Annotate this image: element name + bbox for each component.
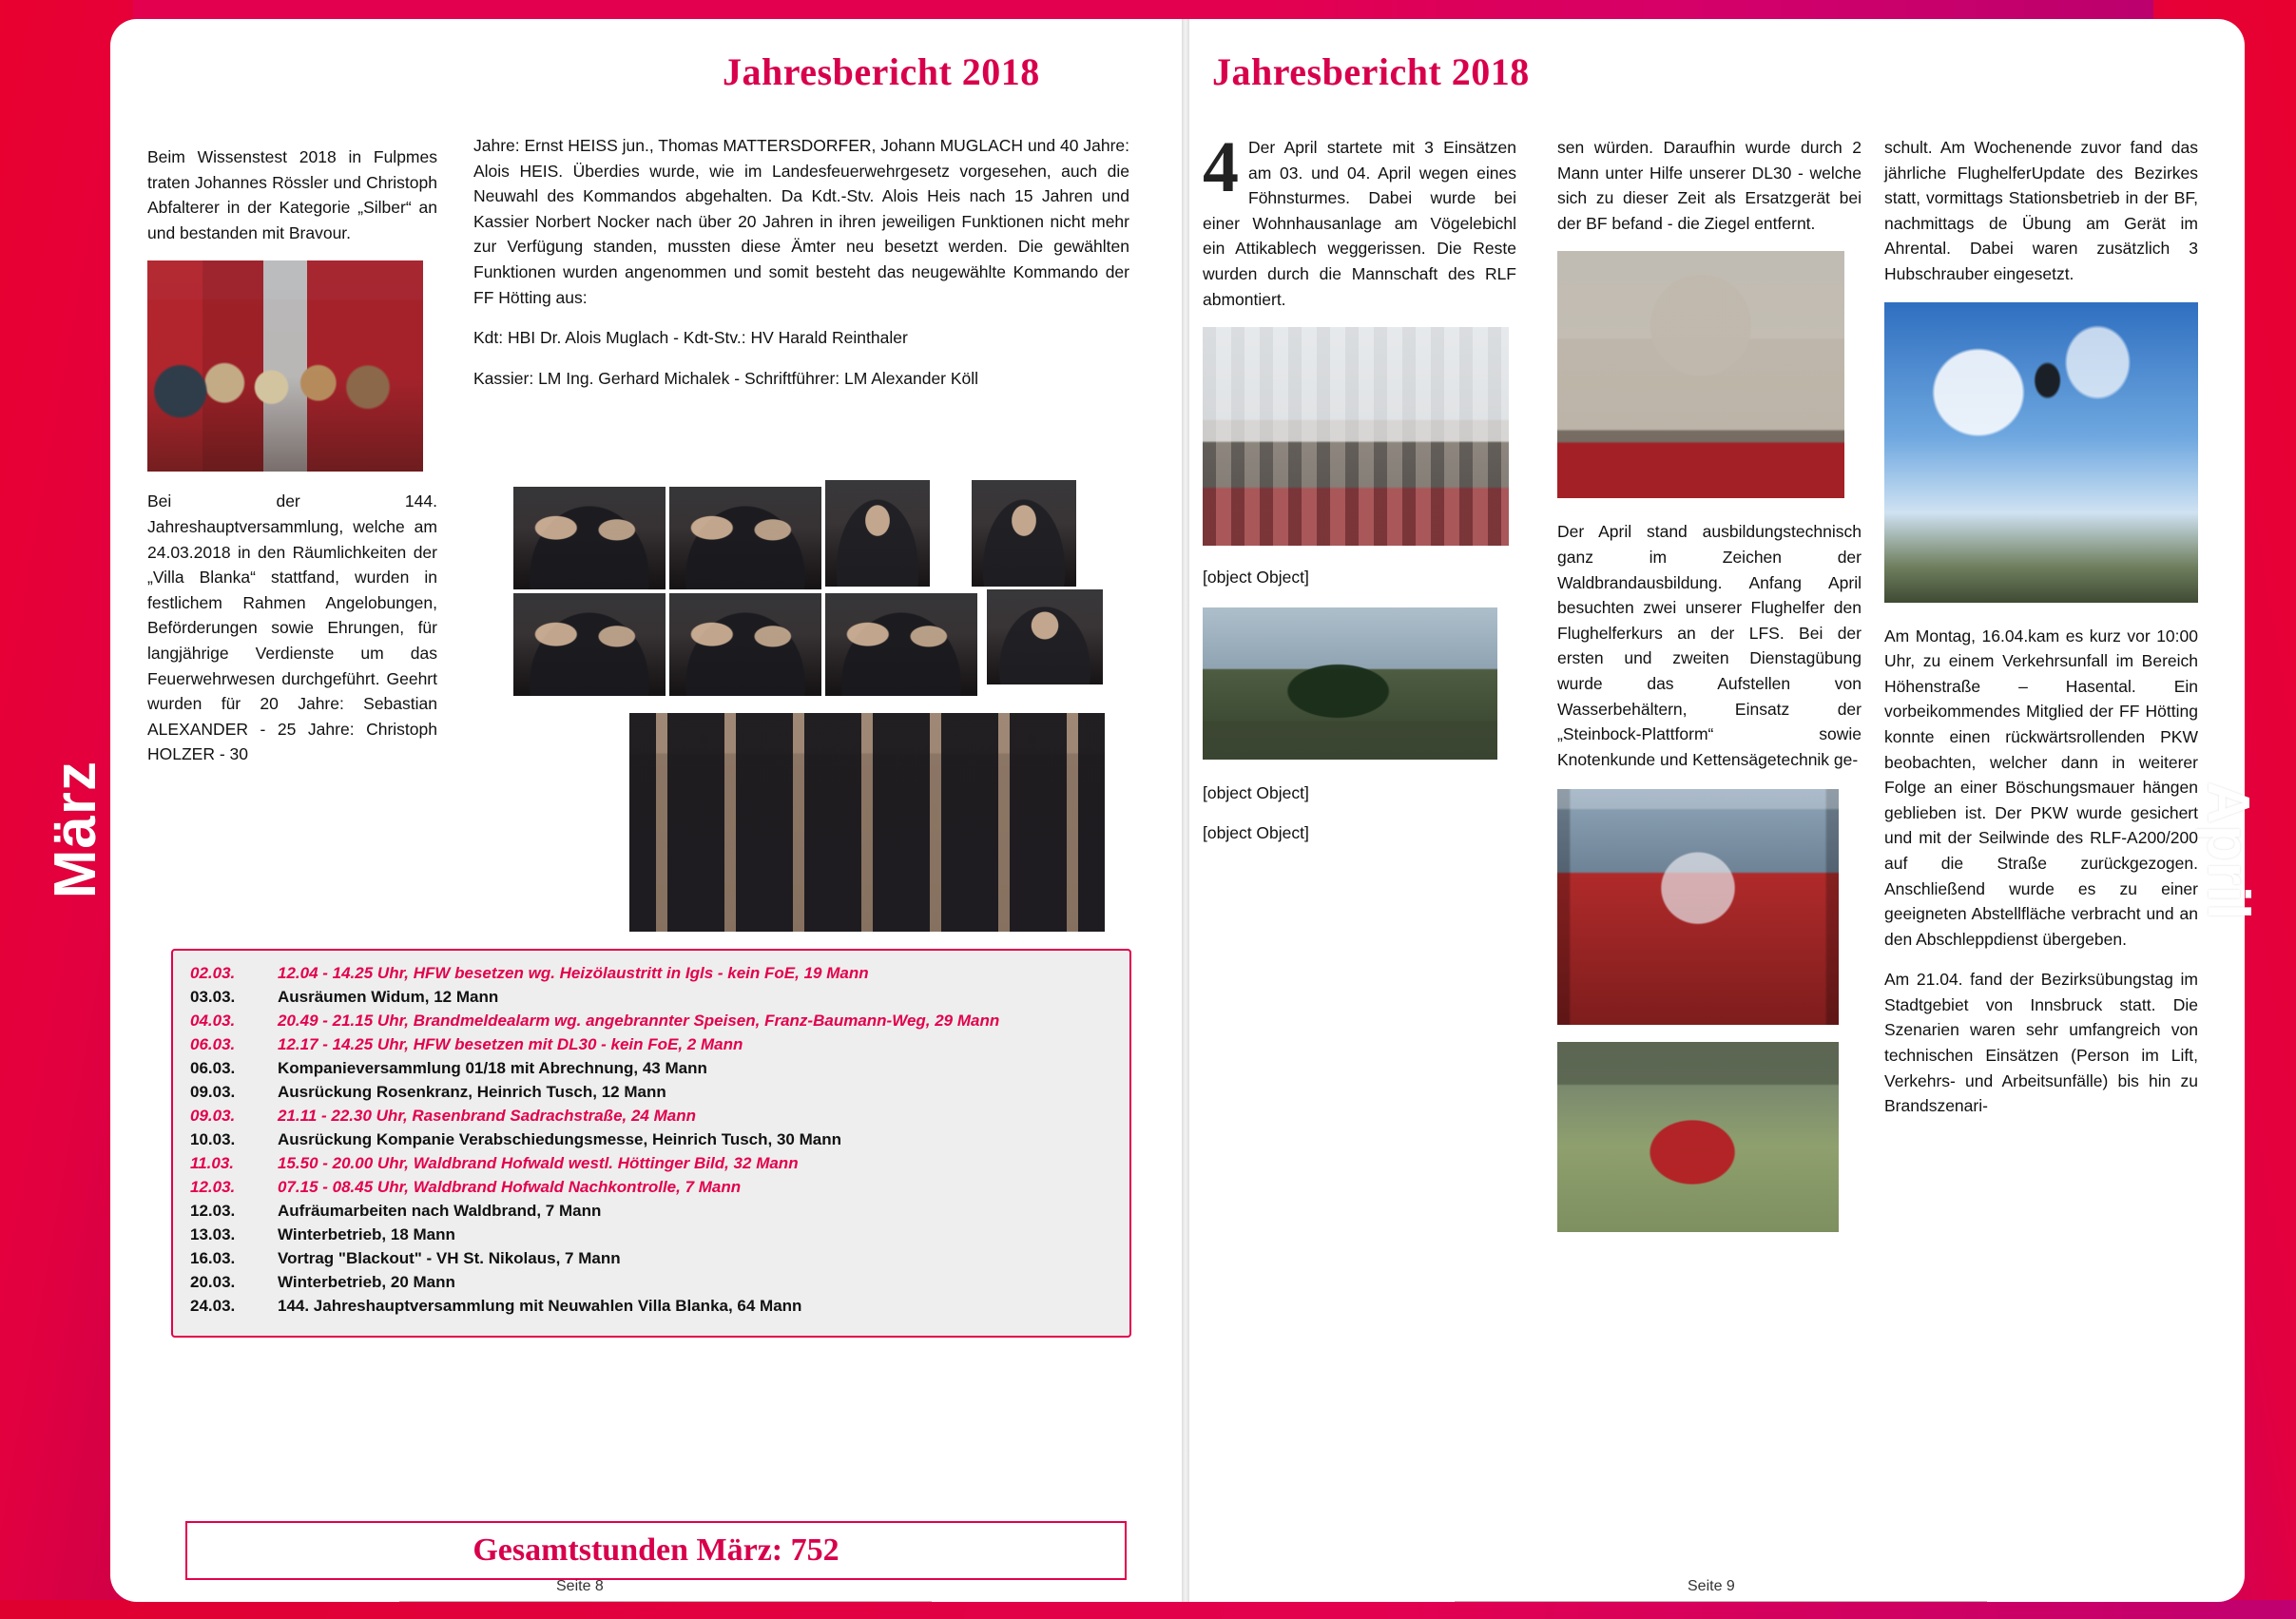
right-col1-para-4: [object Object] (1203, 823, 1309, 843)
photo-church-ladder-truck (1557, 251, 1844, 498)
event-row (190, 1178, 1112, 1197)
event-date: 09.03. (190, 1083, 236, 1101)
left-column-2 (473, 133, 1129, 391)
photo-portrait-7 (825, 593, 977, 696)
right-column-3 (1884, 135, 2198, 1119)
photo-portrait-3 (825, 480, 930, 587)
drop-cap-4: 4 (1203, 127, 1239, 207)
photo-portrait-6 (669, 593, 821, 696)
photo-helicopter-sky (1884, 302, 2198, 603)
photo-portrait-4 (972, 480, 1076, 587)
march-total-hours-box (185, 1521, 1127, 1580)
event-row (190, 1059, 1112, 1078)
left-page-title: Jahresbericht 2018 (723, 50, 1040, 93)
left-col2-para-2: Kdt: HBI Dr. Alois Muglach - Kdt-Stv.: HV Harald Reinthaler (473, 328, 908, 348)
right-col1-para-2: [object Object] (1203, 568, 1309, 588)
event-text: Aufräumarbeiten nach Waldbrand, 7 Mann (278, 1202, 602, 1220)
event-row (190, 1154, 1112, 1173)
event-date: 16.03. (190, 1249, 236, 1267)
event-row (190, 964, 1112, 983)
left-page-footer-rule (399, 1601, 932, 1602)
photo-apartment-building (1203, 327, 1509, 546)
page-bottom-border (0, 1600, 2296, 1619)
event-row (190, 988, 1112, 1007)
photo-helicopter-meadow (1557, 1042, 1839, 1232)
right-page-number: Seite 9 (1688, 1578, 1735, 1594)
right-col2-para-1: sen würden. Daraufhin wurde durch 2 Mann unter Hilfe unserer DL30 - welche sich zu dieser Zeit als Ersatzgerät bei der BF befand - die Ziegel entfernt. (1557, 138, 1862, 233)
right-page-footer-rule (1455, 1601, 1987, 1602)
event-row (190, 1249, 1112, 1268)
photo-spruce-tree (1203, 607, 1497, 760)
photo-portrait-5 (513, 593, 666, 696)
left-col2-para-3: Kassier: LM Ing. Gerhard Michalek - Schriftführer: LM Alexander Köll (473, 368, 979, 388)
event-row (190, 1130, 1112, 1149)
event-row (190, 1083, 1112, 1102)
photo-portrait-1 (513, 487, 666, 589)
event-row (190, 1225, 1112, 1244)
month-label-left: März (43, 761, 108, 899)
event-text: Ausrückung Kompanie Verabschiedungsmesse, Heinrich Tusch, 30 Mann (278, 1130, 841, 1148)
right-col3-para-3: Am 21.04. fand der Bezirksübungstag im Stadtgebiet von Innsbruck statt. Die Szenarien waren sehr umfangreich von technischen Einsätzen (Person im Lift, Verkehrs- und Arbeitsunfälle) bis hin zu Brandszenari- (1884, 970, 2198, 1116)
event-date: 04.03. (190, 1012, 236, 1030)
event-date: 09.03. (190, 1107, 236, 1125)
event-text: 144. Jahreshauptversammlung mit Neuwahlen Villa Blanka, 64 Mann (278, 1297, 802, 1315)
event-row (190, 1035, 1112, 1054)
right-col1-para-3: [object Object] (1203, 782, 1309, 802)
photo-portrait-2 (669, 487, 821, 589)
right-page-title: Jahresbericht 2018 (1212, 50, 1530, 93)
event-date: 10.03. (190, 1130, 236, 1148)
left-page-number: Seite 8 (556, 1578, 604, 1594)
event-row (190, 1202, 1112, 1221)
event-text: Ausräumen Widum, 12 Mann (278, 988, 499, 1006)
event-date: 20.03. (190, 1273, 236, 1291)
photo-group-lineup (629, 713, 1105, 932)
event-text: Ausrückung Rosenkranz, Heinrich Tusch, 12 Mann (278, 1083, 666, 1101)
left-col1-para-1: Beim Wissenstest 2018 in Fulpmes traten Johannes Rössler und Christoph Abfalterer in der Kategorie „Silber“ an und bestanden mit Bravour. (147, 147, 437, 242)
event-text: 15.50 - 20.00 Uhr, Waldbrand Hofwald westl. Höttinger Bild, 32 Mann (278, 1154, 799, 1172)
event-row (190, 1012, 1112, 1031)
event-text: 20.49 - 21.15 Uhr, Brandmeldealarm wg. angebrannter Speisen, Franz-Baumann-Weg, 29 Mann (278, 1012, 1000, 1030)
event-row (190, 1273, 1112, 1292)
left-column-1 (147, 145, 437, 767)
event-text: 12.04 - 14.25 Uhr, HFW besetzen wg. Heizölaustritt in Igls - kein FoE, 19 Mann (278, 964, 869, 982)
event-date: 12.03. (190, 1178, 236, 1196)
right-col3-para-2: Am Montag, 16.04.kam es kurz vor 10:00 Uhr, zu einem Verkehrsunfall im Bereich Höhenstraße – Hasental. Ein vorbeikommendes Mitglied der FF Hötting konnte einen rückwärtsrollenden PKW beobachten, welcher dann in weiterer Folge an einer Böschungsmauer hängen geblieben ist. Der PKW wurde gesichert und mit der Seilwinde des RLF-A200/200 auf die Straße zurückgezogen. Anschließend wurde es zu einer geeigneten Abstellfläche verbracht und an den Abschleppdienst übergeben. (1884, 626, 2198, 949)
event-text: 21.11 - 22.30 Uhr, Rasenbrand Sadrachstraße, 24 Mann (278, 1107, 696, 1125)
event-date: 11.03. (190, 1154, 235, 1172)
right-column-2 (1557, 135, 1862, 1232)
photo-group-firefighters (147, 260, 423, 472)
right-col3-para-1: schult. Am Wochenende zuvor fand das jährliche FlughelferUpdate des Bezirkes statt, vormittags Stationsbetrieb in der BF, nachmittags de Übung am Gerät im Ahrental. Dabei waren zusätzlich 3 Hubschrauber eingesetzt. (1884, 138, 2198, 283)
photo-helicopter-close (1557, 789, 1839, 1025)
right-column-1 (1203, 127, 1516, 846)
photo-portrait-8 (987, 589, 1103, 684)
event-date: 13.03. (190, 1225, 236, 1243)
event-text: Kompanieversammlung 01/18 mit Abrechnung, 43 Mann (278, 1059, 707, 1077)
march-total-hours-label: Gesamtstunden März: 752 (473, 1532, 839, 1568)
event-text: 07.15 - 08.45 Uhr, Waldbrand Hofwald Nachkontrolle, 7 Mann (278, 1178, 742, 1196)
event-row (190, 1297, 1112, 1316)
event-text: 12.17 - 14.25 Uhr, HFW besetzen mit DL30 - kein FoE, 2 Mann (278, 1035, 743, 1053)
right-col2-para-2: Der April stand ausbildungstechnisch ganz im Zeichen der Waldbrandausbildung. Anfang April besuchten zwei unserer Flughelfer den Flughelferkurs an der LFS. Bei der ersten und zweiten Dienstagübung wurde das Aufstellen von Wasserbehältern, Einsatz der „Steinbock-Plattform“ sowie Knotenkunde und Kettensägetechnik ge- (1557, 522, 1862, 769)
left-col2-para-1: Jahre: Ernst HEISS jun., Thomas MATTERSDORFER, Johann MUGLACH und 40 Jahre: Alois HEIS. Überdies wurde, wie im Landesfeuerwehrgesetz vorgesehen, auch die Neuwahl des Kommandos abgehalten. Da Kdt.-Stv. Alois Heis nach 15 Jahren und Kassier Norbert Nocker nach über 20 Jahren in ihren jeweiligen Funktionen nicht mehr zur Verfügung standen, mussten diese Ämter neu besetzt werden. Die gewählten Funktionen wurden angenommen und somit besteht das neugewählte Kommando der FF Hötting aus: (473, 136, 1129, 307)
event-text: Vortrag "Blackout" - VH St. Nikolaus, 7 Mann (278, 1249, 621, 1267)
right-col1-para-1 (1203, 127, 1516, 312)
event-date: 06.03. (190, 1035, 236, 1053)
book-spine (1182, 19, 1189, 1602)
left-col1-para-2: Bei der 144. Jahreshauptversammlung, welche am 24.03.2018 in den Räumlichkeiten der „Villa Blanka“ stattfand, wurden in festlichem Rahmen Angelobungen, Beförderungen sowie Ehrungen, für langjährige Verdienste um das Feuerwehrwesen durchgeführt. Geehrt wurden für 20 Jahre: Sebastian ALEXANDER - 25 Jahre: Christoph HOLZER - 30 (147, 491, 437, 764)
event-date: 06.03. (190, 1059, 236, 1077)
event-text: Winterbetrieb, 20 Mann (278, 1273, 455, 1291)
event-date: 24.03. (190, 1297, 236, 1315)
month-label-right: April (2195, 781, 2261, 921)
event-date: 02.03. (190, 964, 236, 982)
event-date: 12.03. (190, 1202, 236, 1220)
event-row (190, 1107, 1112, 1126)
march-events-table (171, 949, 1131, 1338)
right-col1-para-1-text: Der April startete mit 3 Einsätzen am 03. und 04. April wegen eines Föhnsturmes. Dabei wurde bei einer Wohnhausanlage am Vögelebichl ein Attikablech weggerissen. Die Reste wurden durch die Mannschaft des RLF abmontiert. (1203, 138, 1516, 309)
event-date: 03.03. (190, 988, 236, 1006)
event-text: Winterbetrieb, 18 Mann (278, 1225, 455, 1243)
